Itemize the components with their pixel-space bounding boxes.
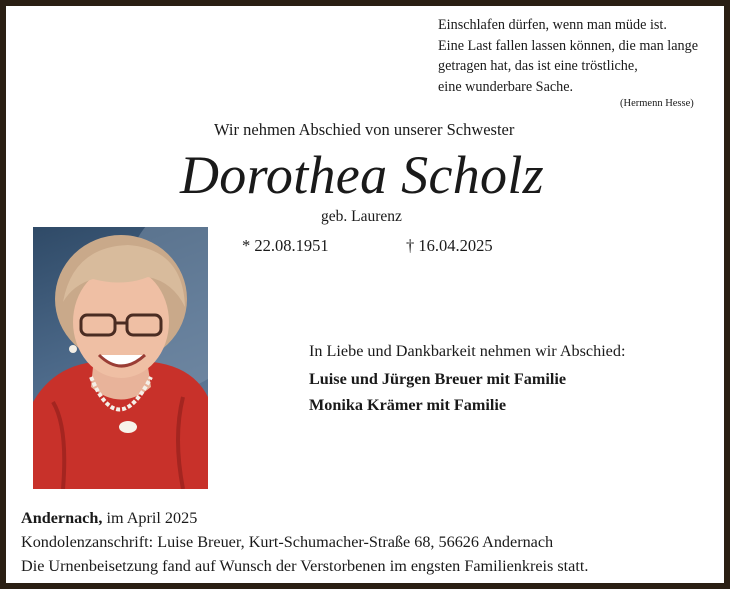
- poem-line: eine wunderbare Sache.: [438, 78, 574, 95]
- birth-date: * 22.08.1951: [242, 236, 329, 255]
- maiden-name: geb. Laurenz: [321, 208, 402, 225]
- intro-line: Wir nehmen Abschied von unserer Schwester: [214, 120, 515, 139]
- portrait-photo: [33, 227, 208, 489]
- condolence-address: Kondolenzanschrift: Luise Breuer, Kurt-Schumacher-Straße 68, 56626 Andernach: [21, 533, 554, 551]
- deceased-name: Dorothea Scholz: [180, 145, 544, 205]
- poem: [438, 15, 698, 97]
- place: Andernach,: [21, 509, 103, 527]
- poem-line: getragen hat, das ist eine tröstliche,: [438, 58, 638, 74]
- burial-note: Die Urnenbeisetzung fand auf Wunsch der Verstorbenen im engsten Familienkreis statt.: [21, 557, 589, 575]
- mourner-name: Monika Krämer mit Familie: [309, 396, 507, 414]
- poem-author: (Hermenn Hesse): [620, 98, 694, 109]
- mourner-name: Luise und Jürgen Breuer mit Familie: [309, 370, 567, 388]
- thanks-line: In Liebe und Dankbarkeit nehmen wir Abschied:: [309, 342, 626, 360]
- poem-line: Einschlafen dürfen, wenn man müde ist.: [438, 17, 667, 33]
- date: im April 2025: [102, 509, 198, 527]
- death-date: † 16.04.2025: [406, 236, 493, 255]
- poem-line: Eine Last fallen lassen können, die man lange: [438, 37, 699, 54]
- place-date: [21, 509, 197, 528]
